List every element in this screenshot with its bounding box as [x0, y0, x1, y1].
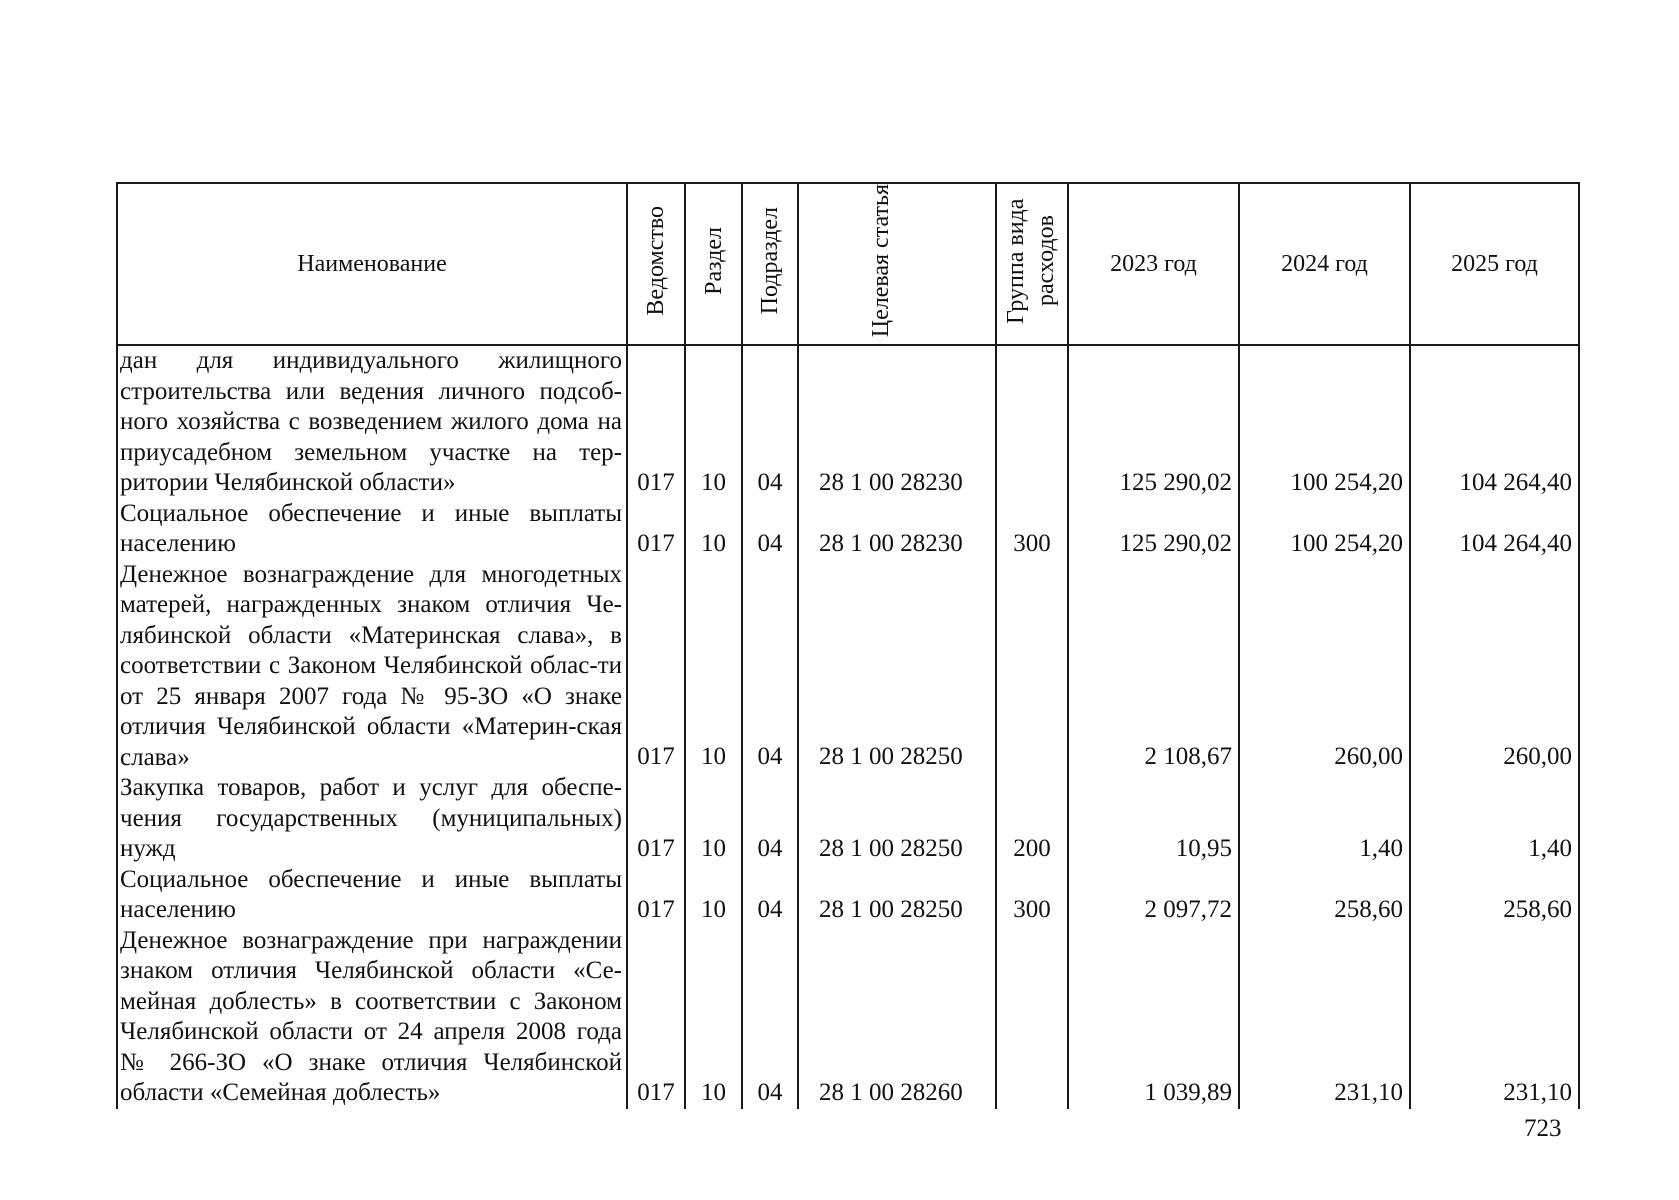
row-2024: 258,60	[1239, 865, 1410, 926]
row-2024: 231,10	[1239, 926, 1410, 1109]
header-2023: 2023 год	[1068, 183, 1239, 345]
row-2025: 104 264,40	[1410, 499, 1579, 560]
row-razdel: 10	[685, 926, 742, 1109]
row-vedomstvo: 017	[627, 499, 685, 560]
row-2023: 2 097,72	[1068, 865, 1239, 926]
header-name: Наименование	[117, 183, 627, 345]
row-name: дан для индивидуального жилищного строительства или ведения личного подсоб-ного хозяйства с возведением жилого дома на приусадебном земельном участке на тер-ритории Челябинской области»	[117, 345, 627, 499]
row-celevaya: 28 1 00 28260	[798, 926, 996, 1109]
table-row	[117, 865, 1579, 926]
row-gruppa	[996, 345, 1068, 499]
row-gruppa: 300	[996, 499, 1068, 560]
budget-table-container	[116, 182, 1578, 1109]
row-gruppa	[996, 926, 1068, 1109]
row-name: Социальное обеспечение и иные выплаты населению	[117, 865, 627, 926]
row-name: Закупка товаров, работ и услуг для обеспе-чения государственных (муниципальных) нужд	[117, 773, 627, 865]
table-row	[117, 773, 1579, 865]
header-vedomstvo: Ведомство	[643, 205, 669, 316]
row-razdel: 10	[685, 499, 742, 560]
row-gruppa: 300	[996, 865, 1068, 926]
row-gruppa	[996, 560, 1068, 774]
row-celevaya: 28 1 00 28230	[798, 499, 996, 560]
page-number: 723	[1524, 1115, 1562, 1142]
row-celevaya: 28 1 00 28230	[798, 345, 996, 499]
header-gruppa: Группа вида расходов	[1003, 197, 1059, 324]
row-2023: 2 108,67	[1068, 560, 1239, 774]
row-2025: 258,60	[1410, 865, 1579, 926]
header-2025: 2025 год	[1410, 183, 1579, 345]
row-2023: 125 290,02	[1068, 345, 1239, 499]
table-row	[117, 345, 1579, 499]
row-podrazdel: 04	[742, 773, 798, 865]
row-razdel: 10	[685, 773, 742, 865]
row-celevaya: 28 1 00 28250	[798, 865, 996, 926]
row-podrazdel: 04	[742, 560, 798, 774]
row-vedomstvo: 017	[627, 560, 685, 774]
row-celevaya: 28 1 00 28250	[798, 560, 996, 774]
header-row	[117, 183, 1579, 345]
budget-table	[116, 182, 1580, 1109]
table-row	[117, 560, 1579, 774]
table-row	[117, 926, 1579, 1109]
row-vedomstvo: 017	[627, 773, 685, 865]
row-2025: 231,10	[1410, 926, 1579, 1109]
row-2023: 1 039,89	[1068, 926, 1239, 1109]
row-2024: 100 254,20	[1239, 499, 1410, 560]
row-vedomstvo: 017	[627, 926, 685, 1109]
header-razdel: Раздел	[700, 226, 727, 295]
row-podrazdel: 04	[742, 865, 798, 926]
row-2024: 260,00	[1239, 560, 1410, 774]
row-razdel: 10	[685, 865, 742, 926]
row-razdel: 10	[685, 345, 742, 499]
row-podrazdel: 04	[742, 926, 798, 1109]
row-gruppa: 200	[996, 773, 1068, 865]
row-2025: 104 264,40	[1410, 345, 1579, 499]
row-2023: 125 290,02	[1068, 499, 1239, 560]
row-vedomstvo: 017	[627, 865, 685, 926]
row-razdel: 10	[685, 560, 742, 774]
row-name: Социальное обеспечение и иные выплаты населению	[117, 499, 627, 560]
row-name: Денежное вознаграждение при награждении знаком отличия Челябинской области «Се-мейная доблесть» в соответствии с Законом Челябинской области от 24 апреля 2008 года № 266-ЗО «О знаке отличия Челябинской области «Семейная доблесть»	[117, 926, 627, 1109]
row-vedomstvo: 017	[627, 345, 685, 499]
row-name: Денежное вознаграждение для многодетных матерей, награжденных знаком отличия Че-лябинской области «Материнская слава», в соответствии с Законом Челябинской облас-ти от 25 января 2007 года № 95-ЗО «О знаке отличия Челябинской области «Материн-ская слава»	[117, 560, 627, 774]
row-celevaya: 28 1 00 28250	[798, 773, 996, 865]
row-podrazdel: 04	[742, 345, 798, 499]
row-2024: 100 254,20	[1239, 345, 1410, 499]
row-2025: 1,40	[1410, 773, 1579, 865]
row-podrazdel: 04	[742, 499, 798, 560]
row-2025: 260,00	[1410, 560, 1579, 774]
header-podrazdel: Подраздел	[757, 206, 783, 315]
row-2023: 10,95	[1068, 773, 1239, 865]
header-2024: 2024 год	[1239, 183, 1410, 345]
row-2024: 1,40	[1239, 773, 1410, 865]
header-celevaya: Целевая статья	[868, 184, 894, 338]
table-row	[117, 499, 1579, 560]
